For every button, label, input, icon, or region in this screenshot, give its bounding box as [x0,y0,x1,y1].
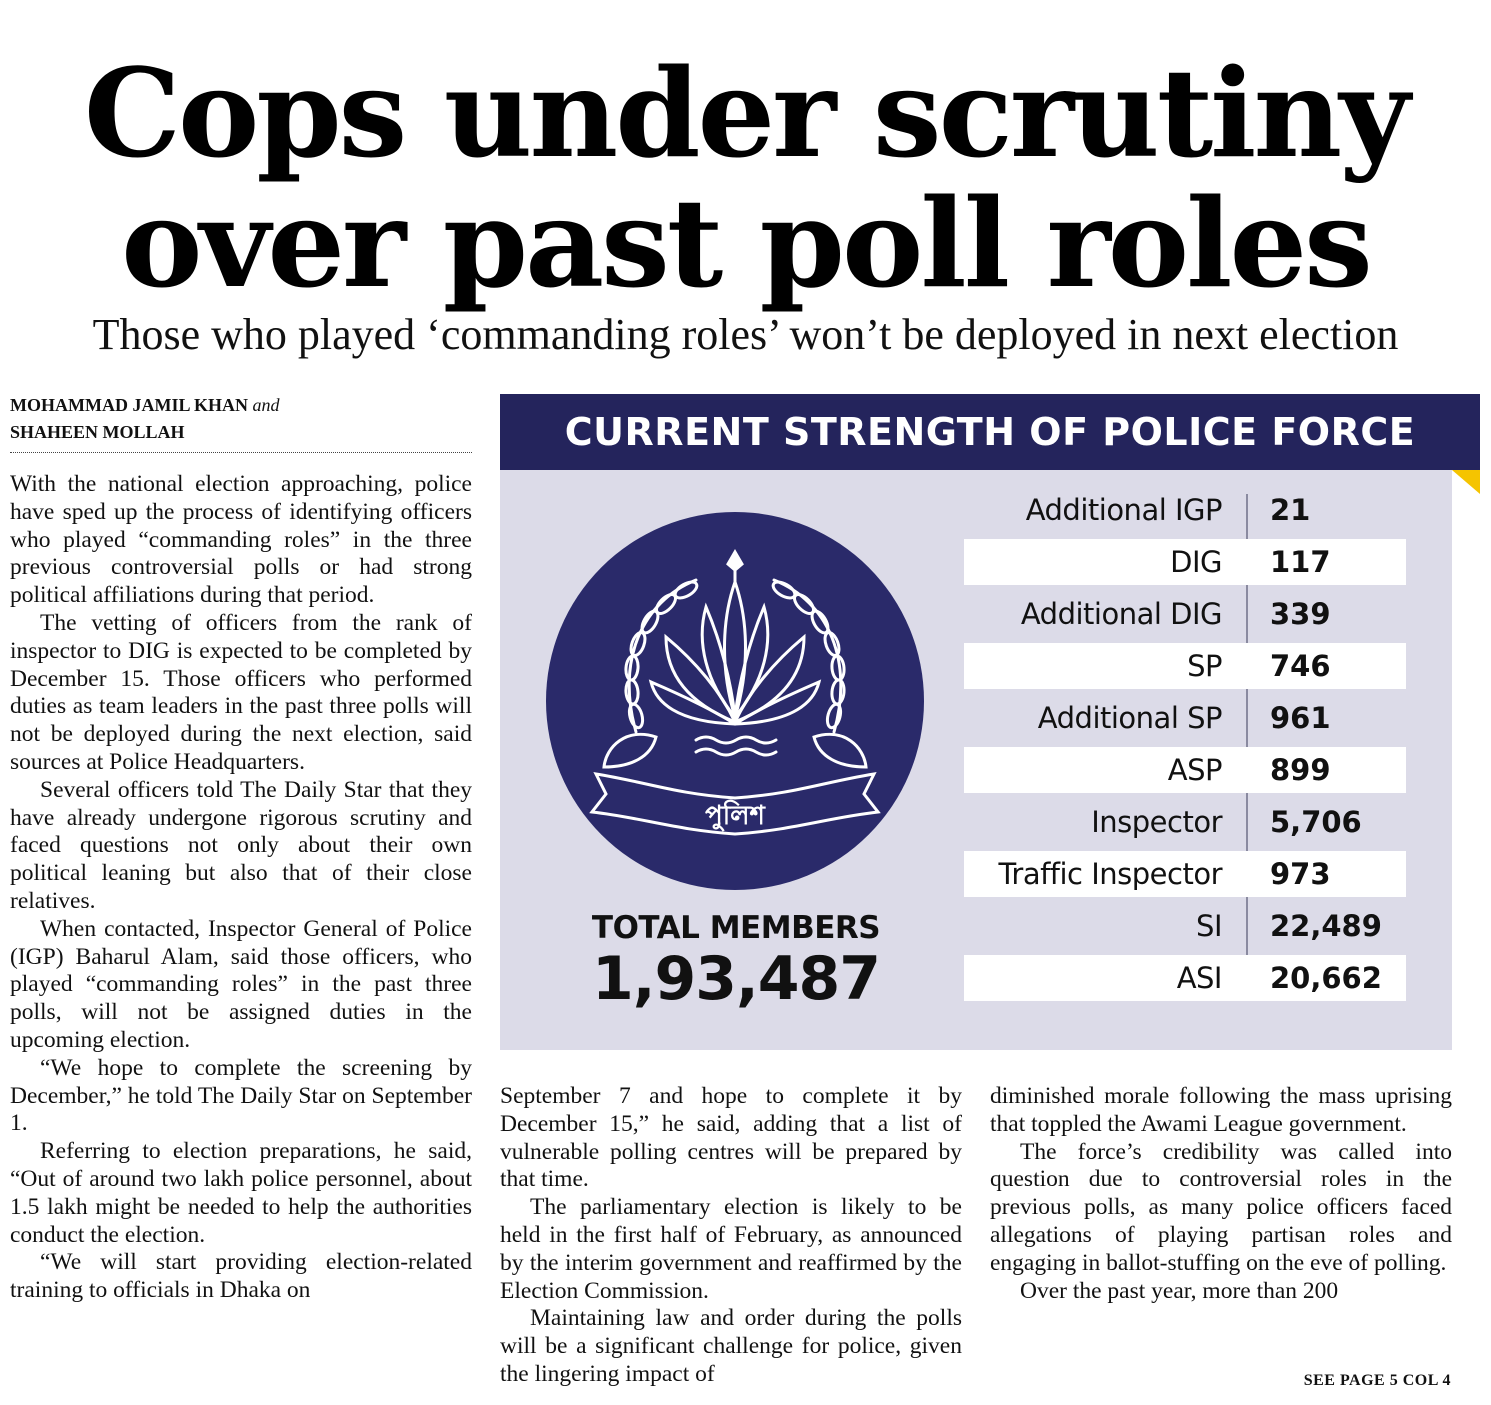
paragraph: With the national election approaching, police have sped up the process of identifying officers who played “commanding roles” in the three previous controversial polls or had strong political affiliations during that period. [10,471,472,609]
table-row [964,851,1406,897]
jump-line: SEE PAGE 5 COL 4 [1303,1372,1451,1389]
table-row [964,747,1406,793]
paragraph: “We will start providing election-related training to officials in Dhaka on [10,1249,472,1304]
rank-name: SI [1196,909,1222,943]
rank-count: 5,706 [1270,805,1362,839]
rank-count: 20,662 [1270,961,1382,995]
paragraph: The force’s credibility was called into question due to controversial roles in the previous polls, as many police officers faced allegations of playing partisan roles and engaging in ballot-stuffing on the eve of polling. [990,1138,1452,1276]
headline-line-2: over past poll roles [121,171,1370,315]
paragraph: Maintaining law and order during the polls will be a significant challenge for police, given the lingering impact of [500,1305,962,1387]
rank-count: 961 [1270,701,1331,735]
rank-name: SP [1187,649,1222,683]
paragraph: Over the past year, more than 200 [1020,1277,1339,1304]
byline [10,392,472,446]
byline-divider [10,452,472,453]
paragraph: When contacted, Inspector General of Police (IGP) Baharul Alam, said those officers, who played “commanding roles” in the past three polls, will not be assigned duties in the upcoming election. [10,915,472,1053]
article-column-2 [500,1083,962,1389]
rank-count: 746 [1270,649,1331,683]
byline-author-2: SHAHEEN MOLLAH [10,422,185,442]
subheadline: Those who played ‘commanding roles’ won’t be deployed in next election [92,310,1399,359]
table-row [964,588,1406,640]
corner-fold-decoration [1452,470,1480,494]
table-row [964,900,1406,952]
table-row [964,539,1406,585]
total-members-label: TOTAL MEMBERS [591,910,881,946]
headline-line-1: Cops under scrutiny [83,41,1408,185]
paragraph: diminished morale following the mass uprising that toppled the Awami League government. [990,1083,1452,1137]
rank-name: ASP [1167,753,1222,787]
rank-count: 22,489 [1270,909,1382,943]
table-row [964,484,1406,536]
rank-count: 339 [1270,597,1331,631]
rank-count: 117 [1270,545,1331,579]
byline-author-1: MOHAMMAD JAMIL KHAN [10,395,248,415]
rank-name: Traffic Inspector [998,857,1222,891]
police-emblem-icon [546,512,924,890]
article-column-1 [10,471,472,1305]
paragraph: The parliamentary election is likely to be held in the first half of February, as announced by the interim government and reaffirmed by the Election Commission. [500,1194,962,1304]
rank-name: Additional SP [1037,701,1222,735]
infographic-title: CURRENT STRENGTH OF POLICE FORCE [500,394,1480,470]
paragraph: Referring to election preparations, he said, “Out of around two lakh police personnel, about 1.5 lakh might be needed to help the authorities conduct the election. [10,1138,472,1248]
rank-table [964,484,1406,1004]
paragraph: Several officers told The Daily Star that they have already undergone rigorous scrutiny and faced questions not only about their own political leaning but also that of their close relatives. [10,776,472,914]
article-column-3 [990,1083,1452,1305]
rank-name: Inspector [1091,805,1222,839]
total-members-value: 1,93,487 [591,944,881,1014]
rank-name: Additional DIG [1020,597,1222,631]
byline-conjunction: and [252,395,280,415]
rank-name: DIG [1170,545,1222,579]
rank-count: 973 [1270,857,1331,891]
rank-name: ASI [1176,961,1222,995]
paragraph: September 7 and hope to complete it by December 15,” he said, adding that a list of vulnerable polling centres will be prepared by that time. [500,1083,962,1193]
paragraph: “We hope to complete the screening by December,” he told The Daily Star on September 1. [10,1054,472,1137]
rank-name: Additional IGP [1025,493,1222,527]
table-row [964,643,1406,689]
emblem-text: পুলিশ [705,801,765,831]
rank-count: 899 [1270,753,1331,787]
paragraph: The vetting of officers from the rank of inspector to DIG is expected to be completed by December 15. Those officers who performed duties as team leaders in the past three polls will not be deployed during the next election, said sources at Police Headquarters. [10,609,472,775]
table-row [964,692,1406,744]
rank-count: 21 [1270,493,1311,527]
table-row [964,796,1406,848]
police-emblem [546,512,924,890]
table-row [964,955,1406,1001]
